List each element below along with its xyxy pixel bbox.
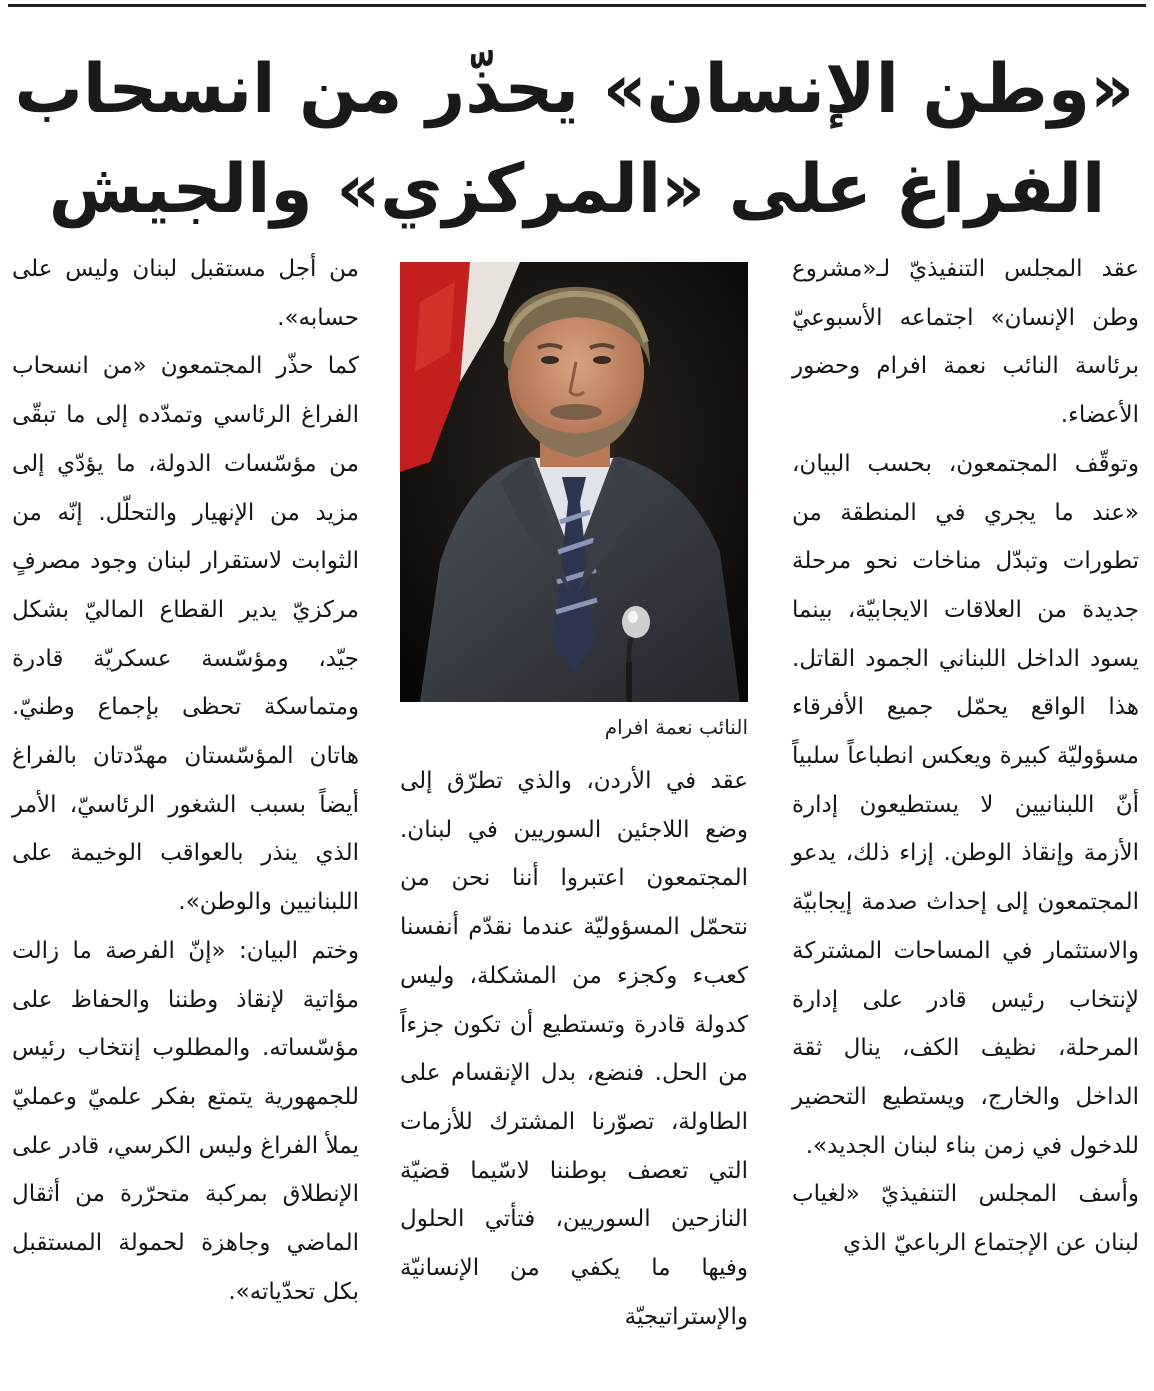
paragraph: من أجل مستقبل لبنان وليس على حسابه». [12,256,359,331]
article-column-middle [400,757,748,1341]
top-rule [8,4,1146,7]
article-column-left [12,245,359,1316]
portrait-photo [400,262,748,702]
paragraph: وتوقّف المجتمعون، بحسب البيان، «عند ما يجري في المنطقة من تطورات وتبدّل مناخات نحو مرحلة جديدة من العلاقات الايجابيّة، بينما يسود الداخل اللبناني الجمود القاتل. هذا الواقع يحمّل جميع الأفرقاء مسؤوليّة كبيرة ويعكس انطباعاً سلبياً أنّ اللبنانيين لا يستطيعون إدارة الأزمة وإنقاذ الوطن. إزاء ذلك، يدعو المجتمعون إلى إحداث صدمة إيجابيّة والاستثمار في المساحات المشتركة لإنتخاب رئيس قادر على إدارة المرحلة، نظيف الكف، ينال ثقة الداخل والخارج، ويستطيع التحضير للدخول في زمن بناء لبنان الجديد». [792,450,1139,1159]
paragraph: عقد المجلس التنفيذيّ لـ«مشروع وطن الإنسان» اجتماعه الأسبوعيّ برئاسة النائب نعمة افرام وحضور الأعضاء. [792,256,1139,429]
photo-caption: النائب نعمة افرام [604,715,748,739]
headline-line-1: «وطن الإنسان» يحذّر من انسحاب [14,50,1134,129]
paragraph: عقد في الأردن، والذي تطرّق إلى وضع اللاجئين السوريين في لبنان. المجتمعون اعتبروا أننا نحن من نتحمّل المسؤوليّة عندما نقدّم أنفسنا كعبء وكجزء من المشكلة، وليس كدولة قادرة وتستطيع أن تكون جزءاً من الحل. فنضع، بدل الإنقسام على الطاولة، تصوّرنا المشترك للأزمات التي تعصف بوطننا لاسّيما قضيّة النازحين السوريين، فتأتي الحلول وفيها ما يكفي من الإنسانيّة والإستراتيجيّة [400,768,748,1330]
headline-line-2: الفراغ على «المركزي» والجيش [48,150,1106,229]
headline [14,40,1134,240]
paragraph: كما حذّر المجتمعون «من انسحاب الفراغ الرئاسي وتمدّده إلى ما تبقّى من مؤسّسات الدولة، ما يؤدّي إلى مزيد من الإنهيار والتحلّل. إنّه من الثوابت لاستقرار لبنان وجود مصرفٍ مركزيّ يدير القطاع الماليّ بشكل جيّد، ومؤسّسة عسكريّة قادرة ومتماسكة تحظى بإجماع وطنيّ. هاتان المؤسّستان مهدّدتان بالفراغ أيضاً بسبب الشغور الرئاسيّ، الأمر الذي ينذر بالعواقب الوخيمة على اللبنانيين والوطن». [12,353,359,916]
paragraph: وأسف المجلس التنفيذيّ «لغياب لبنان عن الإجتماع الرباعيّ الذي [792,1181,1139,1257]
article-column-right [792,245,1139,1268]
paragraph: وختم البيان: «إنّ الفرصة ما زالت مؤاتية لإنقاذ وطننا والحفاظ على مؤسّساته. والمطلوب إنتخاب رئيس للجمهورية يتمتع بفكر علميّ وعمليّ يملأ الفراغ وليس الكرسي، قادر على الإنطلاق بمركبة متحرّرة من أثقال الماضي وجاهزة لحمولة المستقبل بكل تحدّياته». [12,937,359,1305]
